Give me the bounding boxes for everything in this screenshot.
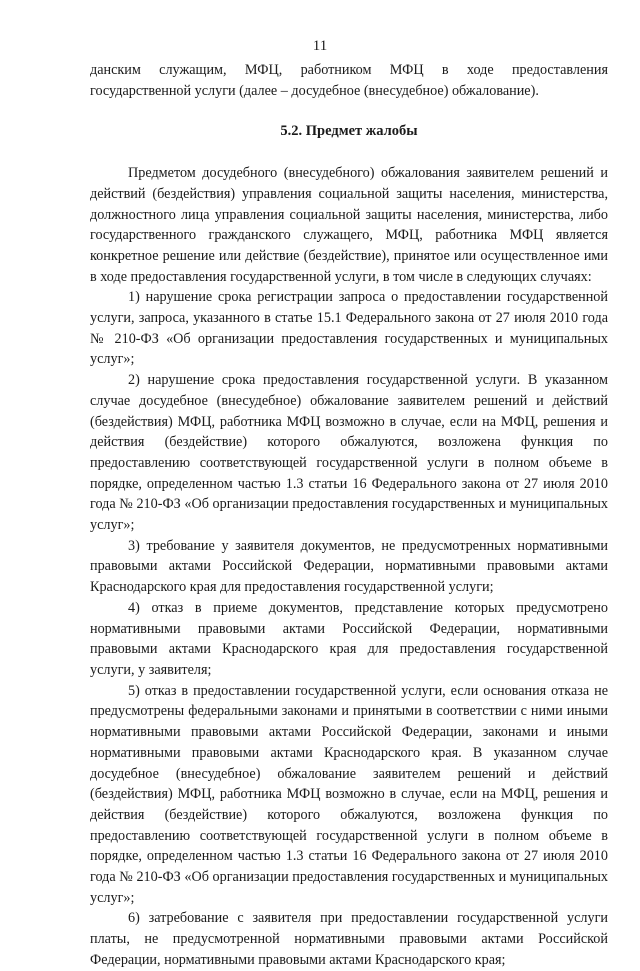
continuation-paragraph: данским служащим, МФЦ, работником МФЦ в ходе предоставления государственной услуги (далее – досудебное (внесудебное) обжалование). [90, 62, 608, 99]
list-item: 3) требование у заявителя документов, не предусмотренных нормативными правовыми актами Российской Федерации, нормативными правовыми актами Краснодарского края для предоставления государственной услуги; [90, 537, 608, 596]
intro-paragraph: Предметом досудебного (внесудебного) обжалования заявителем решений и действий (бездействия) управления социальной защиты населения, министерства, должностного лица управления социальной защиты населения, министерства, либо государственного гражданского служащего, МФЦ, работника МФЦ является конкретное решение или действие (бездействие), принятое или осуществленное ими в ходе предоставления государственной услуги, в том числе в следующих случаях: [90, 165, 608, 285]
list-item: 2) нарушение срока предоставления государственной услуги. В указанном случае досудебное (внесудебное) обжалование заявителем решений и действий (бездействия) МФЦ, работника МФЦ возможно в случае, если на МФЦ, решения и действия (бездействие) которого обжалуются, возложена функция по предоставлению соответствующей государственной услуги в полном объеме в порядке, определенном частью 1.3 статьи 16 Федерального закона от 27 июля 2010 года № 210-ФЗ «Об организации предоставления государственных и муниципальных услуг»; [90, 372, 608, 534]
document-body [90, 60, 608, 971]
list-item: 4) отказ в приеме документов, представление которых предусмотрено нормативными правовыми актами Российской Федерации, нормативными правовыми актами Краснодарского края для предоставления государственной услуги, у заявителя; [90, 599, 608, 678]
page-number: 11 [312, 38, 328, 54]
list-item: 6) затребование с заявителя при предоставлении государственной услуги платы, не предусмотренной нормативными правовыми актами Российской Федерации, нормативными правовыми актами Краснодарского края; [90, 910, 608, 968]
list-item: 1) нарушение срока регистрации запроса о предоставлении государственной услуги, запроса, указанного в статье 15.1 Федерального закона от 27 июля 2010 года № 210-ФЗ «Об организации предоставления государственных и муниципальных услуг»; [90, 289, 608, 368]
section-heading: 5.2. Предмет жалобы [280, 123, 418, 140]
list-item: 5) отказ в предоставлении государственной услуги, если основания отказа не предусмотрены федеральными законами и принятыми в соответствии с ними иными нормативными правовыми актами Российской Федерации, законами и иными нормативными правовыми актами Краснодарского края. В указанном случае досудебное (внесудебное) обжалование заявителем решений и действий (бездействия) МФЦ, работника МФЦ возможно в случае, если на МФЦ, решения и действия (бездействие) которого обжалуются, возложена функция по предоставлению соответствующей государственной услуги в полном объеме в порядке, определенном частью 1.3 статьи 16 Федерального закона от 27 июля 2010 года № 210-ФЗ «Об организации предоставления государственных и муниципальных услуг»; [90, 682, 608, 906]
